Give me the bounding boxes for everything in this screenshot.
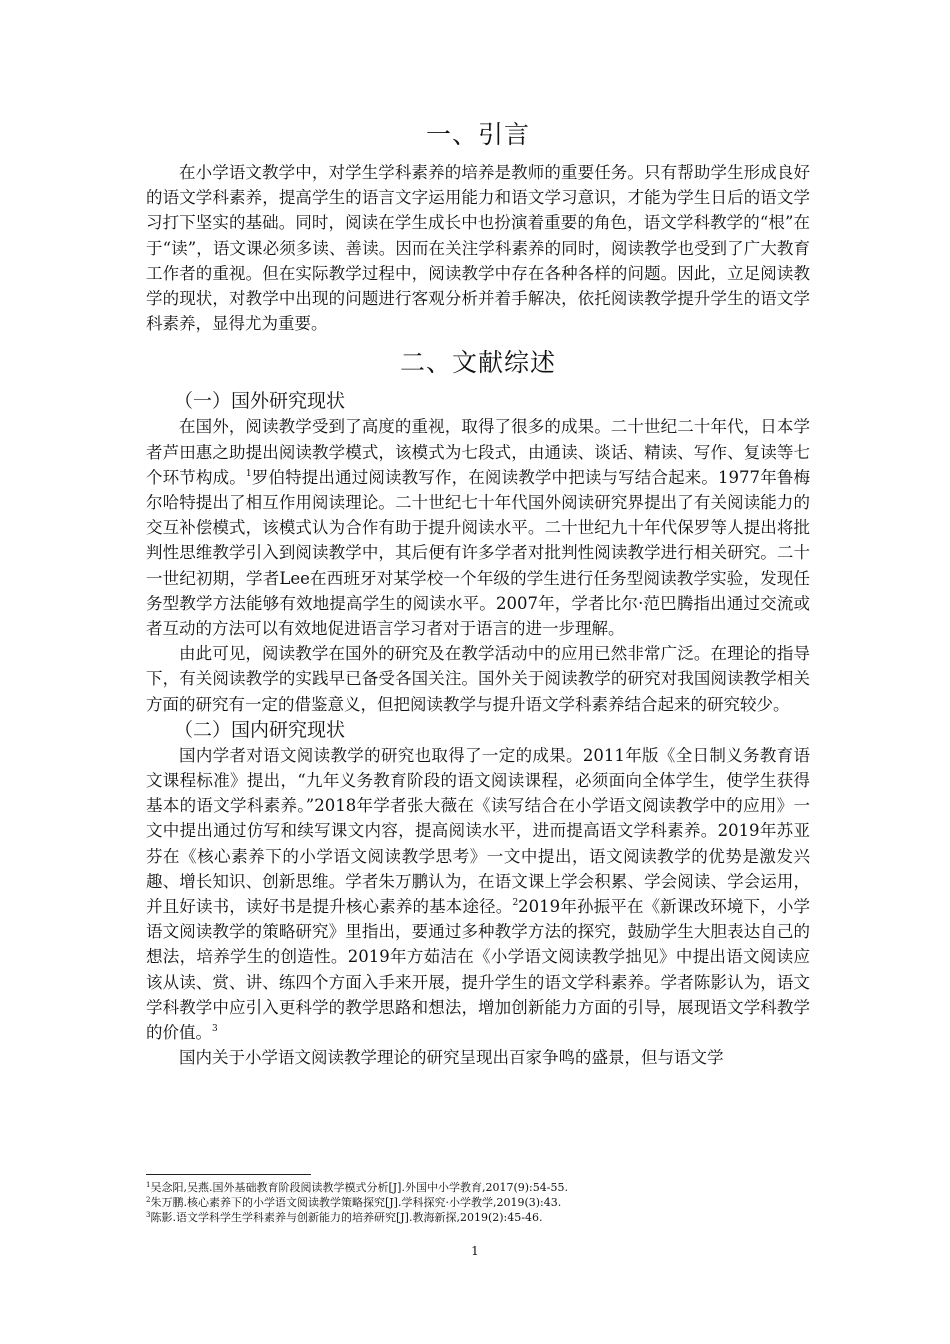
subsection-heading-foreign-research: （一）国外研究现状 [174,390,346,413]
footnote-separator [146,1174,311,1175]
foreign-research-text-a: 在国外，阅读教学受到了高度的重视，取得了很多的成果。二十世纪二十年代，日本学者芦田惠之助提出阅读教学模式，该模式为七段式，由通读、谈话、精读、写作、复读等七个环节构成。 [146,417,810,487]
footnote-2-text: 朱万鹏.核心素养下的小学语文阅读教学策略探究[J].学科探究·小学教学,2019(3):43. [150,1196,562,1209]
domestic-research-text-b: 2019年孙振平在《新课改环境下，小学语文阅读教学的策略研究》里指出，要通过多种教学方法的探究，鼓励学生大胆表达自己的想法，培养学生的创造性。2019年方茹洁在《小学语文阅读教学拙见》中提出语文阅读应该从读、赏、讲、练四个方面入手来开展，提升学生的语文学科素养。学者陈影认为，语文学科教学中应引入更科学的教学思路和想法，增加创新能力方面的引导，展现语文学科教学的价值。 [146,897,811,1043]
footnote-2-number: 2 [146,1196,151,1204]
foreign-research-paragraph-2: 由此可见，阅读教学在国外的研究及在教学活动中的应用已然非常广泛。在理论的指导下，有关阅读教学的实践早已备受各国关注。国外关于阅读教学的研究对我国阅读教学相关方面的研究有一定的借鉴意义，但把阅读教学与提升语文学科素养结合起来的研究较少。 [146,644,810,714]
footnote-2 [146,1195,826,1210]
footnote-ref-3: 3 [212,1024,218,1035]
footnote-1-text: 吴念阳,吴燕.国外基础教育阶段阅读教学模式分析[J].外国中小学教育,2017(9):54-55. [150,1181,568,1194]
footnote-ref-1: 1 [245,468,252,479]
foreign-research-paragraph-1 [146,414,810,641]
domestic-research-paragraph-2: 国内关于小学语文阅读教学理论的研究呈现出百家争鸣的盛景，但与语文学 [179,1048,724,1068]
footnote-3-number: 3 [146,1211,151,1219]
footnote-3-text: 陈影.语文学科学生学科素养与创新能力的培养研究[J].教海新探,2019(2):45-46. [150,1211,543,1224]
footnotes [146,1180,826,1225]
domestic-research-paragraph-1 [146,743,810,1045]
page-number: 1 [471,1244,479,1258]
introduction-paragraph: 在小学语文教学中，对学生学科素养的培养是教师的重要任务。只有帮助学生形成良好的语文学科素养，提高学生的语言文字运用能力和语文学习意识，才能为学生日后的语文学习打下坚实的基础。同时，阅读在学生成长中也扮演着重要的角色，语文学科教学的“根”在于“读”，语文课必须多读、善读。因而在关注学科素养的同时，阅读教学也受到了广大教育工作者的重视。但在实际教学过程中，阅读教学中存在各种各样的问题。因此，立足阅读教学的现状，对教学中出现的问题进行客观分析并着手解决，依托阅读教学提升学生的语文学科素养，显得尤为重要。 [146,163,810,334]
footnote-1 [146,1180,826,1195]
document-page [146,118,810,1071]
foreign-research-text-b: 罗伯特提出通过阅读教写作，在阅读教学中把读与写结合起来。1977年鲁梅尔哈特提出了相互作用阅读理论。二十世纪七十年代国外阅读研究界提出了有关阅读能力的交互补偿模式，该模式认为合作有助于提升阅读水平。二十世纪九十年代保罗等人提出将批判性思维教学引入到阅读教学中，其后便有许多学者对批判性阅读教学进行相关研究。二十一世纪初期，学者Lee在西班牙对某学校一个年级的学生进行任务型阅读教学实验，发现任务型教学方法能够有效地提高学生的阅读水平。2007年，学者比尔·范巴腾指出通过交流或者互动的方法可以有效地促进语言学习者对于语言的进一步理解。 [146,467,811,639]
footnote-1-number: 1 [146,1181,151,1189]
domestic-research-text-a: 国内学者对语文阅读教学的研究也取得了一定的成果。2011年版《全日制义务教育语文课程标准》提出，“九年义务教育阶段的语文阅读课程，必须面向全体学生，使学生获得基本的语文学科素养。”2018年学者张大薇在《读写结合在小学语文阅读教学中的应用》一文中提出通过仿写和续写课文内容，提高阅读水平，进而提高语文学科素养。2019年苏亚芬在《核心素养下的小学语文阅读教学思考》一文中提出，语文阅读教学的优势是激发兴趣、增长知识、创新思维。学者朱万鹏认为，在语文课上学会积累、学会阅读、学会运用，并且好读书，读好书是提升核心素养的基本途径。 [146,745,810,917]
subsection-heading-domestic-research: （二）国内研究现状 [174,718,346,741]
section-heading-introduction: 一、引言 [425,120,530,149]
footnote-3 [146,1210,826,1225]
section-heading-literature-review: 二、文献综述 [399,348,556,378]
footnote-ref-2: 2 [512,898,519,909]
